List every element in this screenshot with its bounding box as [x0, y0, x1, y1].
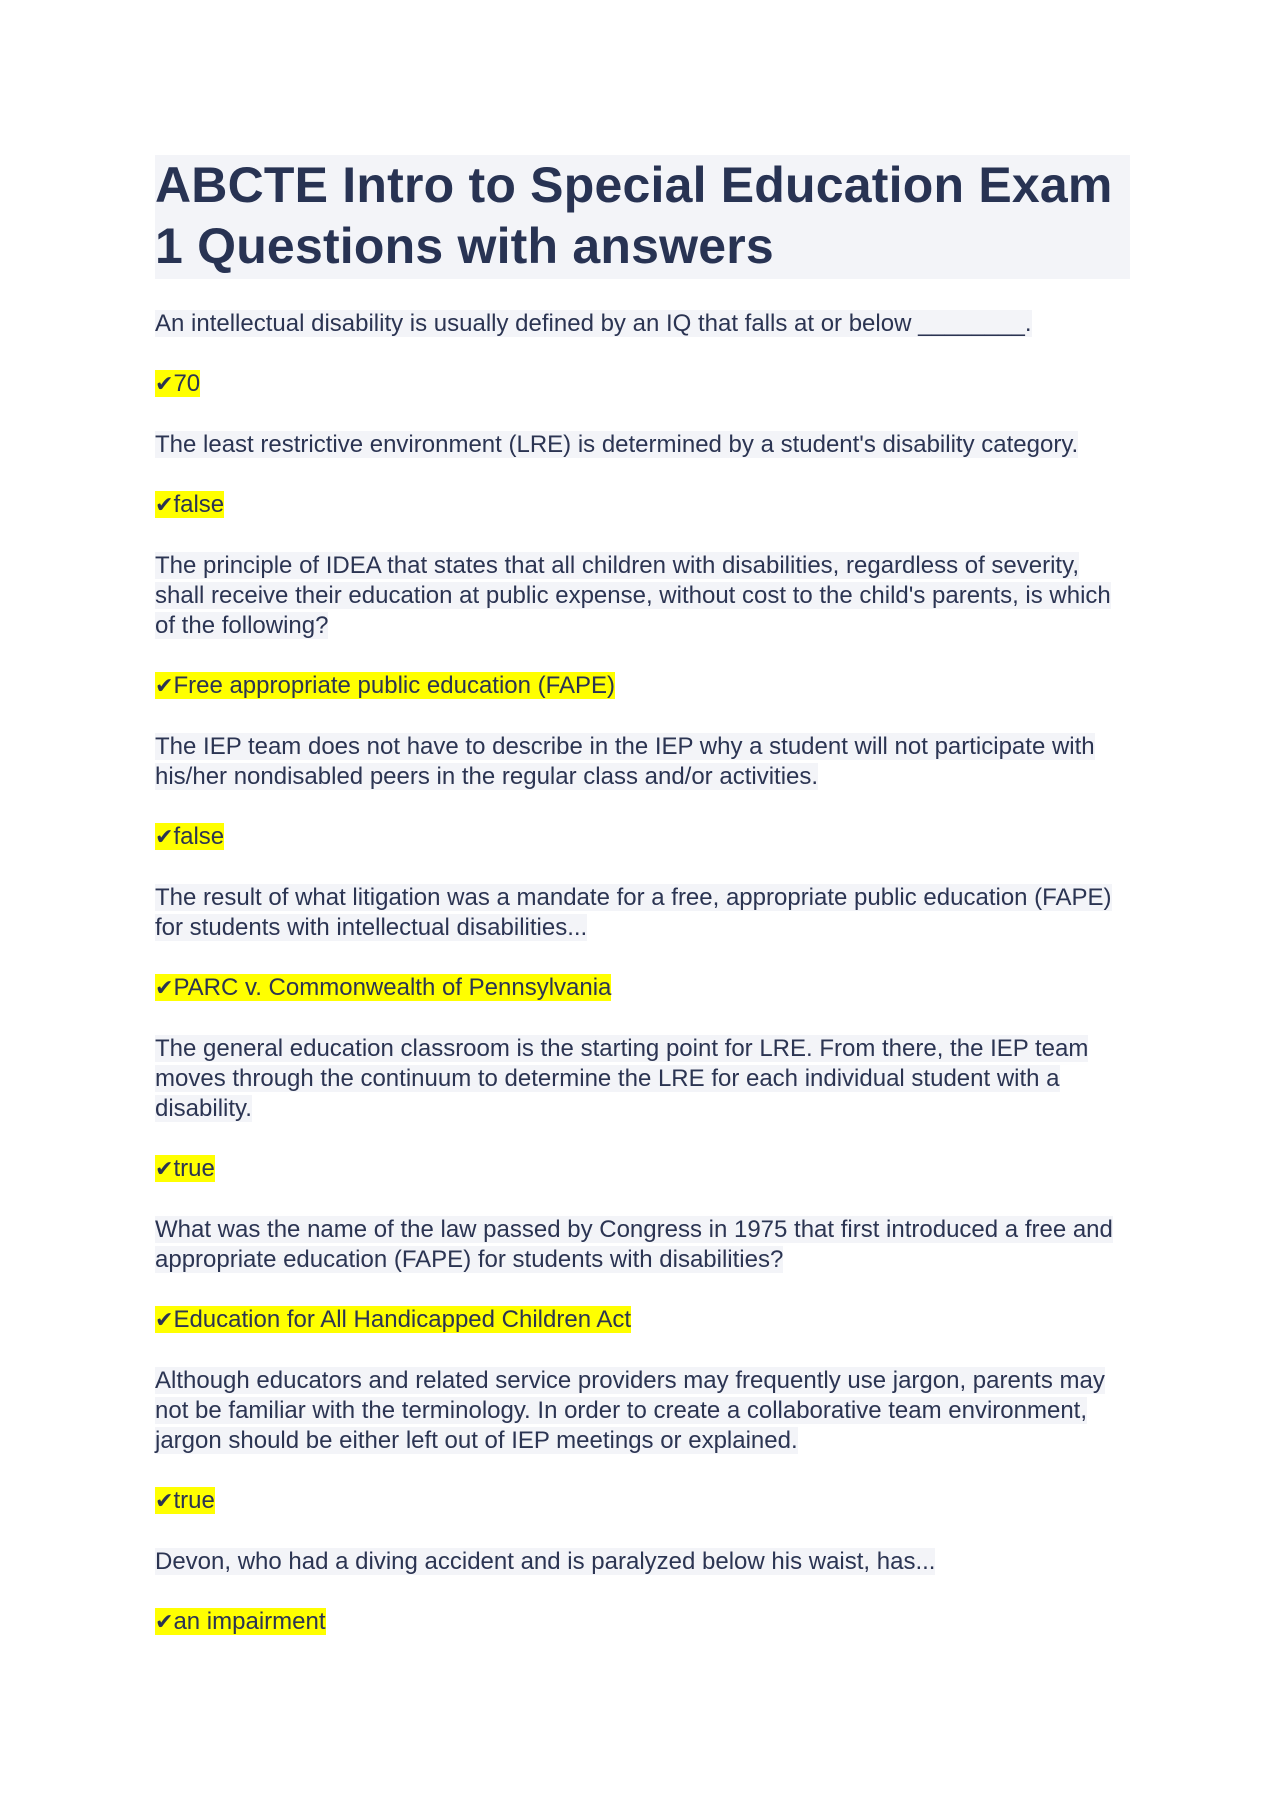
- check-mark-icon: ✔: [155, 372, 174, 397]
- answer-text: false: [173, 491, 225, 518]
- answer-paragraph: [155, 671, 1130, 702]
- document-page: [155, 155, 1130, 1668]
- question-text: Although educators and related service providers may frequently use jargon, parents may not be familiar with the terminology. In order to create a collaborative team environment, jargon should be either left out of IEP meetings or explained.: [155, 1367, 1105, 1454]
- answer-text: false: [173, 823, 225, 850]
- check-mark-icon: ✔: [155, 976, 174, 1001]
- question-paragraph: [155, 1547, 1130, 1577]
- answer-text: PARC v. Commonwealth of Pennsylvania: [173, 974, 612, 1001]
- question-text: Devon, who had a diving accident and is paralyzed below his waist, has...: [155, 1548, 936, 1575]
- question-paragraph: [155, 551, 1130, 641]
- answer-paragraph: [155, 1154, 1130, 1185]
- question-paragraph: [155, 1215, 1130, 1275]
- answer-highlight: [155, 974, 611, 1001]
- question-text: The result of what litigation was a mandate for a free, appropriate public education (FAPE) for students with intellectual disabilities...: [155, 884, 1112, 941]
- answer-highlight: [155, 823, 224, 850]
- answer-highlight: [155, 370, 200, 397]
- answer-paragraph: [155, 822, 1130, 853]
- answer-highlight: [155, 1608, 326, 1635]
- answer-text: Education for All Handicapped Children Act: [173, 1306, 632, 1333]
- question-text: An intellectual disability is usually defined by an IQ that falls at or below ________.: [155, 310, 1032, 337]
- check-mark-icon: ✔: [155, 1489, 174, 1514]
- question-paragraph: [155, 1034, 1130, 1124]
- answer-text: true: [173, 1487, 215, 1514]
- answer-highlight: [155, 1487, 215, 1514]
- answer-text: Free appropriate public education (FAPE): [173, 672, 616, 699]
- question-paragraph: [155, 883, 1130, 943]
- answer-text: true: [173, 1155, 215, 1182]
- question-text: The IEP team does not have to describe in the IEP why a student will not participate with his/her nondisabled peers in the regular class and/or activities.: [155, 733, 1095, 790]
- check-mark-icon: ✔: [155, 493, 174, 518]
- question-paragraph: [155, 309, 1130, 339]
- answer-paragraph: [155, 490, 1130, 521]
- question-text: The principle of IDEA that states that all children with disabilities, regardless of severity, shall receive their education at public expense, without cost to the child's parents, is which of the following?: [155, 552, 1111, 639]
- answer-highlight: [155, 1155, 215, 1182]
- answer-text: 70: [173, 370, 201, 397]
- check-mark-icon: ✔: [155, 825, 174, 850]
- question-paragraph: [155, 732, 1130, 792]
- answer-text: an impairment: [173, 1608, 326, 1635]
- check-mark-icon: ✔: [155, 1308, 174, 1333]
- check-mark-icon: ✔: [155, 1610, 174, 1635]
- check-mark-icon: ✔: [155, 1157, 174, 1182]
- answer-paragraph: [155, 1607, 1130, 1638]
- qa-list: [155, 309, 1130, 1638]
- answer-paragraph: [155, 1305, 1130, 1336]
- answer-highlight: [155, 1306, 631, 1333]
- question-paragraph: [155, 430, 1130, 460]
- question-paragraph: [155, 1366, 1130, 1456]
- question-text: What was the name of the law passed by Congress in 1975 that first introduced a free and appropriate education (FAPE) for students with disabilities?: [155, 1216, 1113, 1273]
- answer-paragraph: [155, 369, 1130, 400]
- answer-highlight: [155, 672, 615, 699]
- answer-paragraph: [155, 973, 1130, 1004]
- answer-paragraph: [155, 1486, 1130, 1517]
- question-text: The least restrictive environment (LRE) is determined by a student's disability category.: [155, 431, 1079, 458]
- question-text: The general education classroom is the starting point for LRE. From there, the IEP team moves through the continuum to determine the LRE for each individual student with a disability.: [155, 1035, 1089, 1122]
- page-title: ABCTE Intro to Special Education Exam 1 Questions with answers: [155, 157, 1113, 274]
- answer-highlight: [155, 491, 224, 518]
- title-block: [155, 155, 1130, 279]
- check-mark-icon: ✔: [155, 674, 174, 699]
